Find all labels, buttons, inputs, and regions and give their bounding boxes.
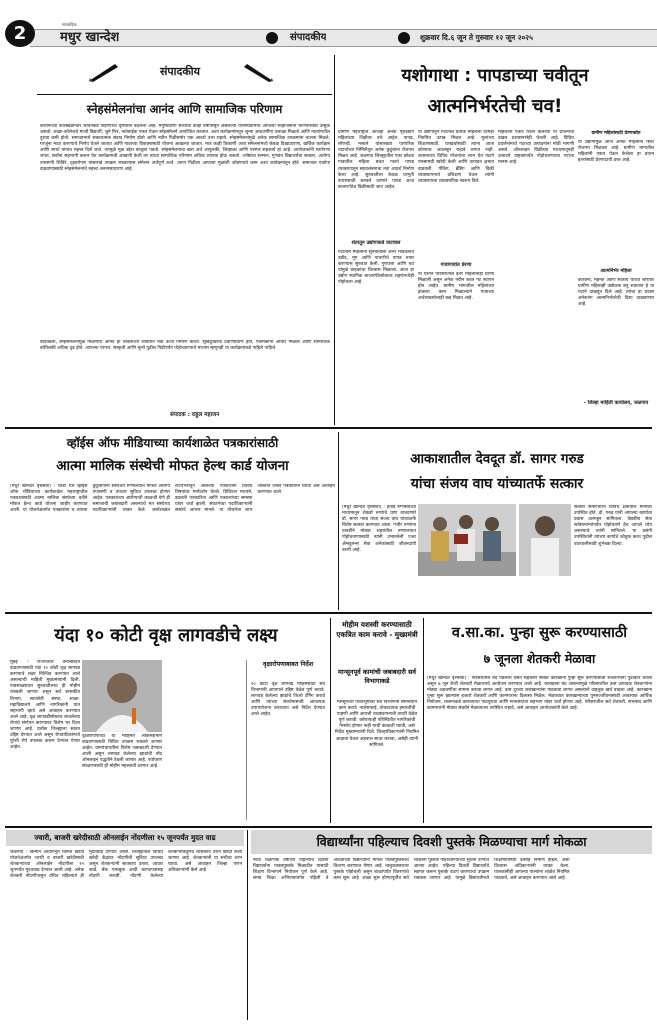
lead-col3: महिलांनी एकत्र येऊन केलेल्या या प्रयत्नांची दखल प्रशासनानेही घेतली आहे. विविध प्रदर्शनांमध्ये गटाच्या उत्पादनांना मोठी मागणी असते. ऑनलाइन विक्रीच्या माध्यमातूनही उत्पादने ग्राहकांपर्यंत पोहोचवण्याचा गटाचा मानस आहे. xyxy=(498,130,574,166)
felicitation-photo xyxy=(418,504,516,576)
cm-headline: मोहीम यशस्वी करण्यासाठी एकत्रित काम करावे - मुख्यमंत्री xyxy=(336,620,418,639)
garud-body: (मधुर खान्देश वृत्तसेवा) : हवाई रुग्णसेवेच्या माध्यमातून शेकडो रुग्णांचे प्राण वाचवणारे डॉ. सागर गरुड यांचा संजय वाघ यांच्यातर्फे विशेष सत्कार करण्यात आला. गंभीर रुग्णांना तातडीने मोठ्या शहरांतील रुग्णालयात पोहोचवण्यासाठी त्यांनी उभारलेली एअर ॲम्ब्युलन्स सेवा अनेकांसाठी जीवनदायी ठरली आहे. xyxy=(342,505,416,553)
lead-headline-line2: आत्मनिर्भरतेची चव! xyxy=(427,96,563,117)
garud-body-2: सत्कार समारंभाला विविध क्षेत्रांतील मान्यवर उपस्थित होते. डॉ. गरुड यांनी आपल्या कार्याचा प्रवास उलगडून सांगितला. वैद्यकीय सेवा सर्वसामान्यांपर्यंत पोहोचवणे हेच आपले ध्येय असल्याचे त्यांनी सांगितले. या प्रसंगी उपस्थितांनी त्यांच्या कार्याचे कौतुक करत पुढील वाटचालीसाठी शुभेच्छा दिल्या. xyxy=(574,505,652,547)
lead-col4-sub: ग्रामीण महिलांसाठी प्रेरणास्रोत xyxy=(591,131,641,136)
paper-name: मधुर खान्देश xyxy=(60,30,120,45)
directives-body: १० कोटी वृक्ष लागवड मोहिमेसाठी सर्व विभागांनी आपापले उद्दिष्ट वेळेत पूर्ण करावे. लागवड केलेल्या झाडांचे जिओ टॅगिंग करावे आणि त्यांच्या संवर्धनासाठी आवश्यक उपाययोजना कराव्यात असे निर्देश देण्यात आले आहेत. xyxy=(251,682,325,718)
quill-icon xyxy=(241,61,275,83)
lead-col4: या उद्योगामुळे आज अनेक महिलांना स्थिर रोजगार मिळाला आहे. ग्रामीण भागातील महिलांनी एकत्र येऊन केलेला हा प्रयत्न इतरांसाठी प्रेरणादायी ठरत आहे. xyxy=(578,140,654,164)
registration-headline: ज्वारी, बाजरी खरेदीसाठी ऑनलाईन नोंदणीला १५ जूनपर्यंत मुदत वाढ xyxy=(6,830,244,846)
editorial-editor: संपादक : राहुल महाजन xyxy=(170,412,220,418)
bullet-icon xyxy=(266,32,278,44)
textbooks-headline: विद्यार्थ्यांना पहिल्याच दिवशी पुस्तके मिळण्याचा मार्ग मोकळा xyxy=(251,830,652,854)
lead-credit: - जिल्हा माहिती कार्यालय, जळगाव xyxy=(583,400,649,406)
voice-media-headline-line2: आत्मा मालिक संस्थेची मोफत हेल्थ कार्ड योजना xyxy=(56,458,289,474)
tree-body-2: वृक्षारोपणाच्या या मोहिमेत लोकसहभाग वाढवण्यासाठी विविध उपक्रम राबवले जाणार आहेत. ग्रामपंचायतींना विशेष जबाबदारी देण्यात आली असून लागवड केलेल्या झाडांची नोंद ऑनलाइन पद्धतीने ठेवली जाणार आहे. पर्यावरण संरक्षणासाठी ही मोहीम महत्त्वाची ठरणार आहे. xyxy=(82,734,162,770)
tree-body-col3 xyxy=(165,660,243,820)
directives-title: वृक्षारोपणाबाबत निर्देश xyxy=(262,661,314,668)
section-name: संपादकीय xyxy=(290,32,327,43)
registration-body: जळगाव : किमान आधारभूत किंमत खरेदी योजनेअंतर्गत ज्वारी व बाजरी खरेदीसाठी शेतकऱ्यांच्या ऑनलाईन नोंदणीला १५ जूनपर्यंत मुदतवाढ देण्यात आली आहे. अनेक शेतकरी नोंदणीपासून वंचित राहिल्याने ही मुदतवाढ देण्यात आली. जिल्ह्यातील विविध खरेदी केंद्रांवर नोंदणीची सुविधा उपलब्ध असून शेतकऱ्यांनी सातबारा उतारा, आधार कार्ड, बँक पासबुक आदी कागदपत्रांसह नोंदणी करावी. नोंदणी केलेल्या शेतकऱ्यांकडूनच शासकीय दराने खरेदी केली जाणार आहे. शेतकऱ्यांनी या संधीचा लाभ घ्यावा, असे आवाहन जिल्हा पणन अधिकाऱ्यांनी केले आहे. xyxy=(10,850,242,880)
tree-body: मुंबई : राज्यातील वनाच्छादन वाढवण्यासाठी यंदा १० कोटी वृक्ष लागवड करण्याचे लक्ष्य निश्चित करण्यात आले असल्याची माहिती मुख्यमंत्र्यांनी दिली. पावसाळ्याच्या सुरुवातीलाच ही मोहीम राबवली जाणार असून सर्व शासकीय विभाग, स्वयंसेवी संस्था, शाळा-महाविद्यालये आणि नागरिकांनी यात सहभागी व्हावे असे आवाहन करण्यात आले आहे. वृक्ष लागवडीसोबतच लावलेल्या रोपांचे संगोपन करण्यावर विशेष भर दिला जाणार आहे. प्रत्येक जिल्ह्याला स्वतंत्र उद्दिष्ट देण्यात आले असून रोपवाटिकांमध्ये पुरेशी रोपे उपलब्ध करून देण्यात येणार आहेत. xyxy=(10,660,80,751)
masthead xyxy=(0,0,657,50)
issue-date: शुक्रवार दि.६ जून ते गुरुवार १२ जून २०२५ xyxy=(420,33,533,42)
lead-col1-sub: शेतातून उद्योगाकडे वाटचाल xyxy=(351,240,401,246)
minister-photo xyxy=(82,660,162,732)
lead-col2-b: या यशाने परिसरातील इतर महिलांनाही प्रेरणा मिळाली असून अनेक नवीन बचत गट स्थापन होत आहेत. ग्रामीण भागातील महिलांच्या हाताला काम मिळाल्याने गावाच्या अर्थव्यवस्थेलाही बळ मिळत आहे. xyxy=(418,272,494,302)
lead-col1-b: गटातील महिलांनी सुरुवातीला अल्प भांडवलात उडीद, मूग आणि नाचणीचे पापड तयार करण्यास सुरुवात केली. गुणवत्ता आणि चव यांमुळे ग्राहकांचा विश्वास मिळाला. आज हा उद्योग स्थानिक बाजारपेठेसोबतच शहरांमध्येही पोहोचला आहे. xyxy=(338,250,414,286)
quill-icon xyxy=(87,61,121,83)
editorial-body: कोरोनाच्या कालखंडानंतर जीवनकडे पाहण्याचा दृष्टिकोन बदलला आहे. मनुष्यप्राणी सध्याचा काही वर्षांपासून असलेल्या परिस्थितीमध्ये आपल्या स्नेहीजनांना भेटण्यासाठी उत्सुक असतो. शाळा-कॉलेजचे माजी विद्यार्थी, जुने मित्र, नातेवाईक एकत्र येऊन स्नेहसंमेलने आयोजित करतात. अशा कार्यक्रमांमधून जुन्या आठवणींना उजाळा मिळतो आणि नात्यांमधील दुरावा कमी होतो. समाजामध्ये सकारात्मक संवाद निर्माण होतो आणि नवीन पिढीसमोर एक आदर्श उभा राहतो. स्नेहसंमेलनांमुळे अनेक सामाजिक उपक्रमांना चालना मिळते, गरजूंना मदत करण्याचे निर्णय घेतले जातात आणि गावाच्या विकासासाठी योजना आखल्या जातात. मात्र काही ठिकाणी अशा संमेलनांमध्ये केवळ दिखाऊपणा, खर्चिक कार्यक्रम आणि स्पर्धा यांनाच महत्त्व दिले जाते. त्यामुळे मूळ उद्देश बाजूला पडतो. स्नेहसंमेलनाचा खरा अर्थ आपुलकी, जिव्हाळा आणि परस्पर सहकार्य हा आहे. आयोजकांनी साधेपणा जपत, सर्वांना सहभागी करून घेत कार्यक्रमाची आखणी केली तर त्याचा सामाजिक परिणाम अधिक व्यापक होऊ शकतो. ज्येष्ठांचा सन्मान, गुणवंत विद्यार्थ्यांचा सत्कार, आरोग्य तपासणी शिबिरे, वृक्षारोपण यांसारखे उपक्रम राबवल्यास संमेलन अर्थपूर्ण ठरते. तरुण पिढीला आपल्या मुळांशी जोडण्याचे काम अशा कार्यक्रमांतून होते. समाजात एकोपा वाढवण्यासाठी स्नेहसंमेलनांचे महत्त्व अनन्यसाधारण आहे. xyxy=(40,124,330,172)
page-number: 2 xyxy=(5,20,35,47)
garud-photo-caption xyxy=(418,578,570,608)
editorial-body-2: बोदवडला, स्नेहसंमेलनांमुळे मिळणारा आनंद हा व्यक्तीच्या जीवनात नवी ऊर्जा निर्माण करतो. सुखदुःखांची देवाणघेवाण होते, एकमेकांना आधार मिळतो आणि सामाजिक बांधिलकी अधिक दृढ होते. आपल्या परंपरा, संस्कृती आणि मूल्ये पुढील पिढीपर्यंत पोहोचवण्याचे माध्यम म्हणूनही या कार्यक्रमांकडे पाहिले पाहिजे. xyxy=(40,340,330,352)
lead-col2-sub: गावागावांत प्रेरणा xyxy=(440,262,472,268)
cm-sub: मान्सूनपूर्व कामांची जबाबदारी सर्व विभागाकडे xyxy=(338,668,416,685)
portrait-photo xyxy=(519,504,571,576)
fair-headline-line1: व.सा.का. पुन्हा सुरू करण्यासाठी xyxy=(451,625,628,641)
editorial-headline: स्नेहसंमेलनांचा आनंद आणि सामाजिक परिणाम xyxy=(86,102,283,116)
textbooks-body: नव्या शैक्षणिक वर्षाच्या पहिल्याच दिवशी विद्यार्थ्यांना पाठ्यपुस्तके मिळावीत यासाठी शिक्षण विभागाने नियोजन पूर्ण केले आहे. समग्र शिक्षा अभियानांतर्गत पहिली ते आठवीच्या विद्यार्थ्यांना मोफत पाठ्यपुस्तकांचे वितरण करण्यात येणार आहे. तालुकास्तरावर पुस्तके पोहोचली असून शाळांपर्यंत वितरणाचे काम सुरू आहे. शाळा सुरू होण्यापूर्वीच सर्व शाळांना पुस्तके पोहोचवण्याच्या सूचना देण्यात आल्या आहेत. पहिल्या दिवशी विद्यार्थ्यांचे स्वागत करून पुस्तके वाटप करण्याचा उपक्रम राबवला जाणार आहे. यामुळे विद्यार्थ्यांमध्ये शिक्षणाविषयी उत्साह निर्माण होईल, असा विश्वास अधिकाऱ्यांनी व्यक्त केला. पालकांनीही आपल्या पाल्यांना शाळेत नियमित पाठवावे, असे आवाहन करण्यात आले आहे. xyxy=(253,858,570,882)
lead-col1: ग्रामीण महाराष्ट्रात आजही अनेक गृहउद्योग महिलांच्या जिद्दीवर उभे आहेत. पापड, लोणची, मसाले यांसारख्या पारंपरिक पदार्थांच्या निर्मितीतून अनेक कुटुंबांना रोजगार मिळत आहे. जळगाव जिल्ह्यातील एका छोट्या गावातील महिला बचत गटाने पापड व्यवसायातून स्वावलंबनाचा नवा आदर्श निर्माण केला आहे. सुरुवातीला केवळ घरगुती वापरासाठी बनवले जाणारे पापड आज बाजारपेठेत विक्रीसाठी जात आहेत. xyxy=(338,130,414,190)
bullet-icon xyxy=(398,32,410,44)
lead-col2: या उद्योगातून गटातील प्रत्येक महिलेला दरमहा नियमित उत्पन्न मिळत आहे. मुलांच्या शिक्षणासाठी, घरखर्चासाठी त्यांना आता कोणावर अवलंबून राहावे लागत नाही. शासनाच्या विविध योजनांचा लाभ घेत गटाने यंत्रसामग्री खरेदी केली आणि उत्पादन क्षमता वाढवली. पॅकिंग, ब्रँडिंग आणि विक्री व्यवस्थापनाचे प्रशिक्षण घेऊन त्यांनी व्यवसायाला व्यावसायिक स्वरूप दिले. xyxy=(418,130,494,184)
editorial-label: संपादकीय xyxy=(159,65,201,78)
cm-body: मान्सूनच्या पार्श्वभूमीवर सर्व विभागांनी समन्वयाने काम करावे. नालेसफाई, धोकादायक इमारतींची पाहणी आणि आपत्ती व्यवस्थापनाची तयारी वेळेत पूर्ण करावी. कोणत्याही परिस्थितीत नागरिकांची गैरसोय होणार नाही याची काळजी घ्यावी, असे निर्देश मुख्यमंत्र्यांनी दिले. जिल्हाधिकाऱ्यांनी नियमित आढावा घेऊन अहवाल सादर करावा, असेही त्यांनी सांगितले. xyxy=(334,700,420,748)
masthead-strip xyxy=(30,29,657,47)
editorial-label-box xyxy=(37,55,332,91)
garud-headline-line2: यांचा संजय वाघ यांच्यातर्फे सत्कार xyxy=(410,476,584,492)
paper-tag: साप्ताहिक xyxy=(62,22,77,27)
fair-headline-line2: ७ जूनला शेतकरी मेळावा xyxy=(483,651,596,666)
lead-col4-sub2: आत्मनिर्भर महिला xyxy=(600,269,632,274)
fair-body: (मधुर खान्देश वृत्तसेवा) : परिसरातील बंद पडलेला वसंत सहकारी साखर कारखाना पुन्हा सुरू करण्यासाठी शेतकऱ्यांनी पुढाकार घेतला असून ७ जून रोजी शेतकरी मेळाव्याचे आयोजन करण्यात आले आहे. कारखाना बंद असल्यामुळे परिसरातील ऊस उत्पादक शेतकऱ्यांना मोठ्या अडचणींचा सामना करावा लागत आहे. ऊस दूरच्या कारखान्यांना पाठवावा लागत असल्याने वाहतूक खर्च वाढला आहे. कारखाना पुन्हा सुरू झाल्यास हजारो शेतकरी आणि कामगारांना दिलासा मिळेल. मेळाव्यात कारखान्याच्या पुनरुज्जीवनासाठी आवश्यक आर्थिक नियोजन, शासनाकडे करावयाचा पाठपुरावा आणि सभासदांचा सहभाग यांवर चर्चा होणार आहे. परिसरातील सर्व शेतकरी, सभासद आणि कामगारांनी मोठ्या संख्येने मेळाव्याला उपस्थित राहावे, असे आवाहन आयोजकांनी केले आहे. xyxy=(427,676,652,712)
tree-headline: यंदा १० कोटी वृक्ष लागवडीचे लक्ष्य xyxy=(54,625,278,646)
voice-media-headline-line1: व्हॉईस ऑफ मीडियाच्या कार्यशाळेत पत्रकारांसाठी xyxy=(66,436,279,450)
lead-headline-line1: यशोगाथा : पापडाच्या चवीतून xyxy=(401,66,589,86)
voice-media-body: (मधुर खान्देश वृत्तसेवा) : शिर्डी येथे व्हॉईस ऑफ मीडियाच्या कार्यशाळेत महाराष्ट्रातील पत्रकारांसाठी आत्मा मालिक संस्थेच्या वतीने मोफत हेल्थ कार्ड योजना जाहीर करण्यात आली. या योजनेअंतर्गत पत्रकारांना व त्यांच्या कुटुंबीयांना संस्थेच्या रुग्णालयात मोफत आरोग्य तपासणी व उपचार सुविधा उपलब्ध होणार आहेत. पत्रकारांच्या आरोग्याची काळजी घेणे ही समाजाची जबाबदारी असल्याचे मत संस्थेच्या पदाधिकाऱ्यांनी व्यक्त केले. कार्यशाळेत राज्यभरातून आलेल्या पत्रकारांनी विविध विषयांवर मार्गदर्शन घेतले. डिजिटल माध्यमे, बदलती पत्रकारिता आणि पत्रकारांच्या समस्या यांवर चर्चा झाली. संघटनेच्या पदाधिकाऱ्यांनी संस्थेचे आभार मानले. या योजनेचा लाभ जास्तीत जास्त पत्रकारांनी घ्यावा असे आवाहन करण्यात आले. xyxy=(10,484,335,514)
lead-col4-b: कौशल्य, मेहनत आणि सातत्य यांच्या जोरावर ग्रामीण महिलाही उद्योजक बनू शकतात हे या गटाने दाखवून दिले आहे. त्यांचा हा प्रवास अनेकांना आत्मनिर्भरतेची दिशा दाखवणारा आहे. xyxy=(578,278,654,308)
directives-box xyxy=(246,660,326,820)
garud-headline-line1: आकाशातील देवदूत डॉ. सागर गरुड xyxy=(410,451,584,467)
